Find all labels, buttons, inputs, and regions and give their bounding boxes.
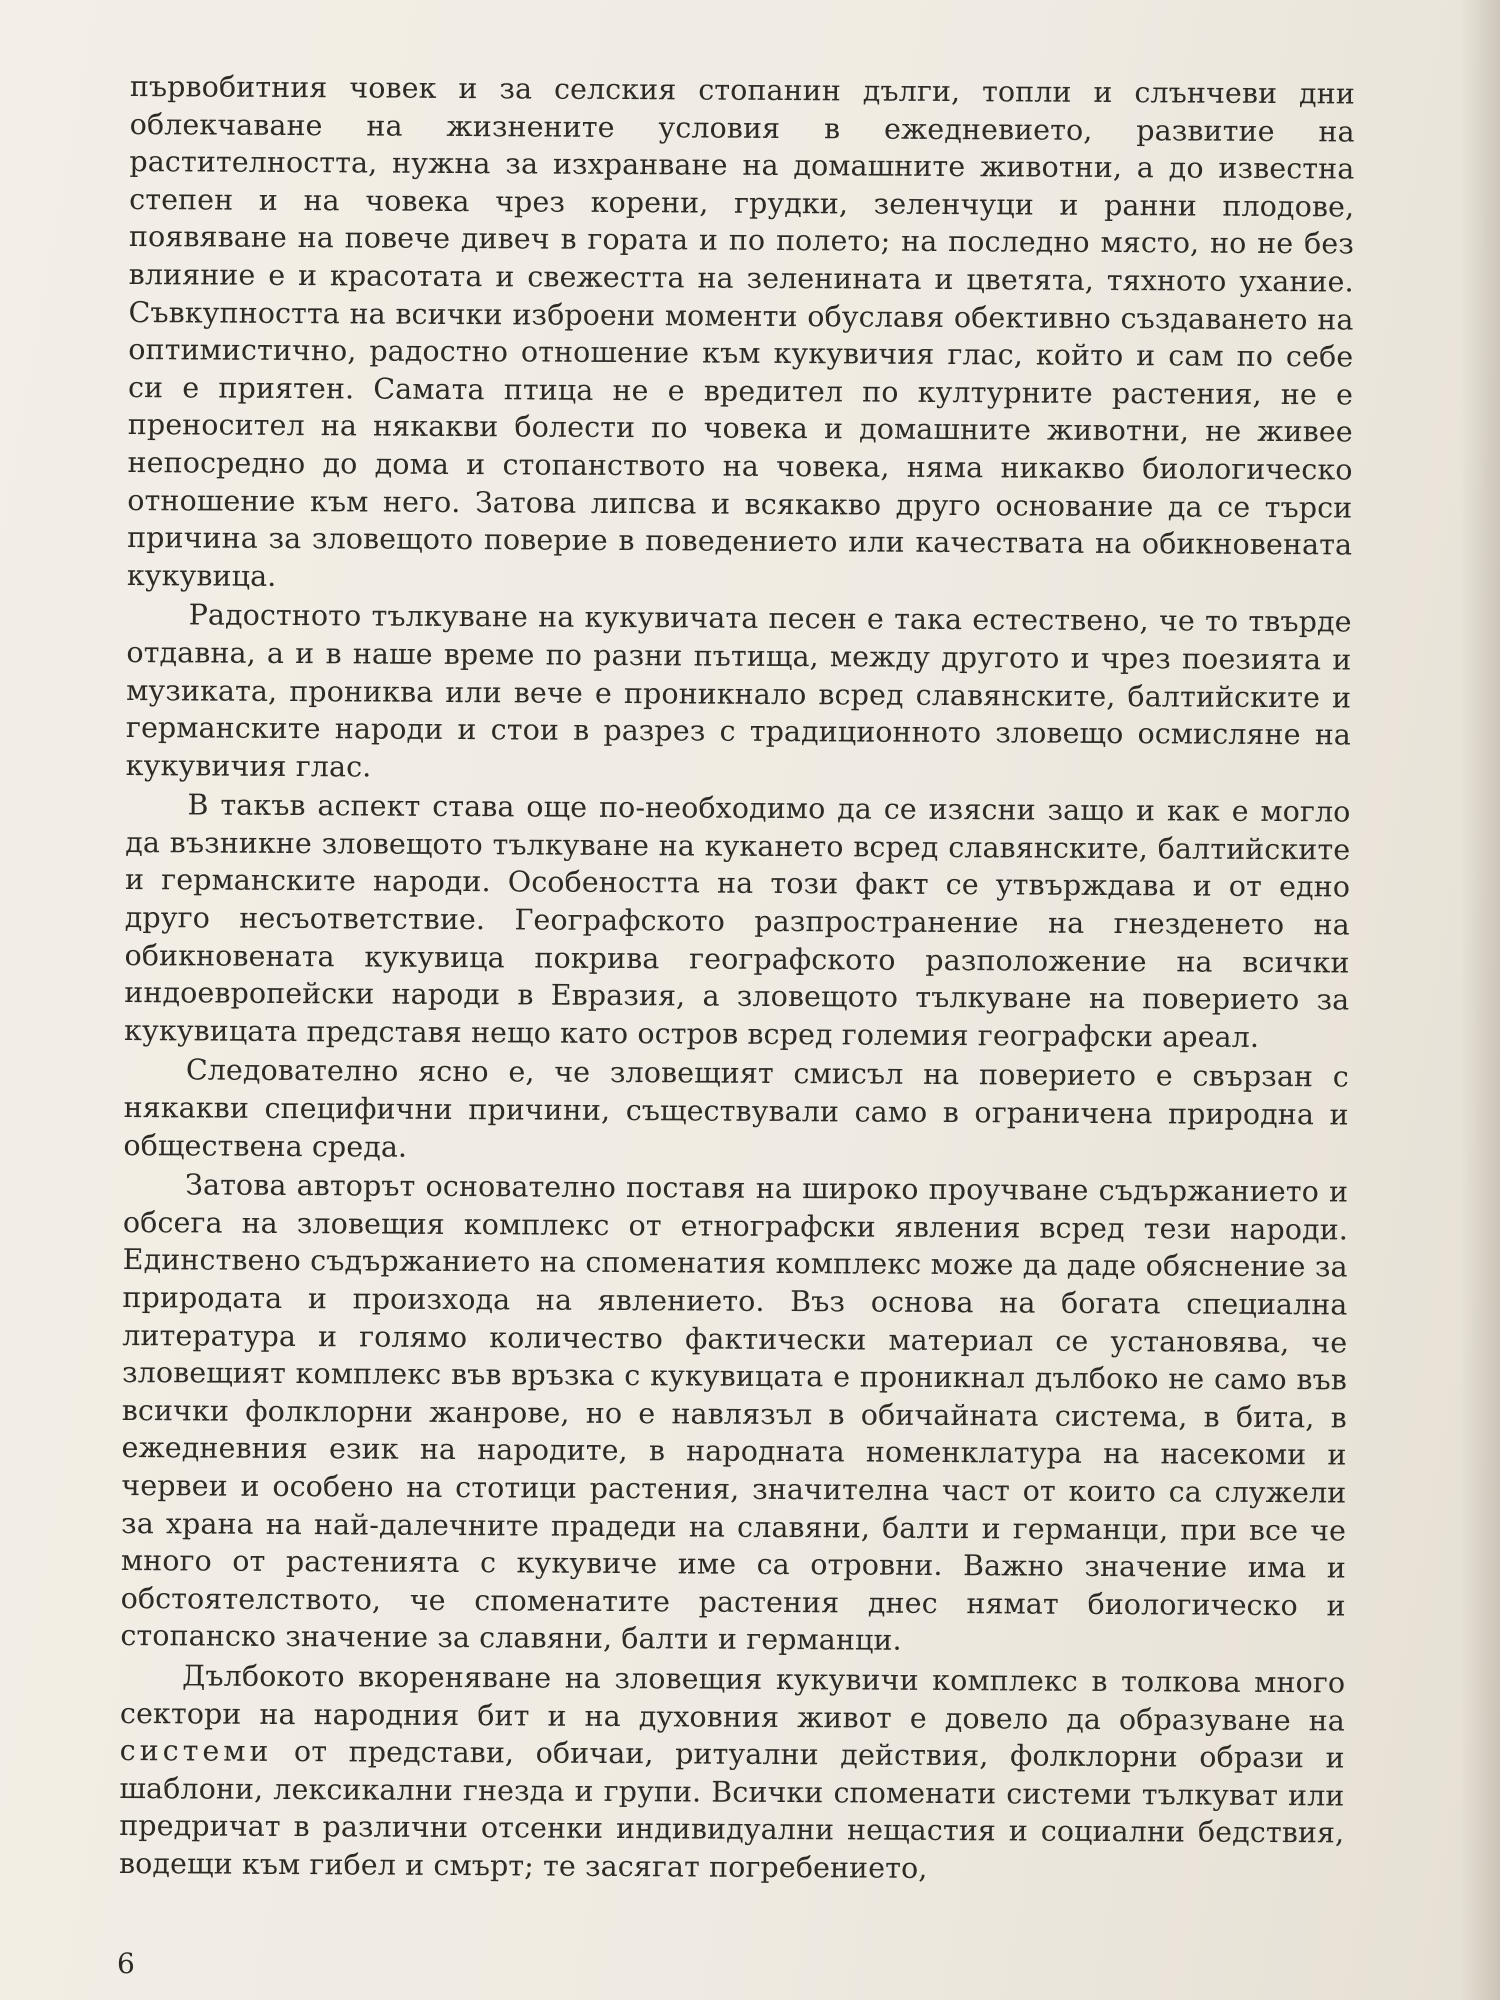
paragraph-6 (119, 1657, 1345, 1890)
paragraph-1: първобитния човек и за селския стопанин дълги, топли и слънчеви дни облекчаване на жизнените условия в ежедневието, развитие на растителността, нужна за изхранване на домашните животни, а до известна степен и на човека чрез корени, грудки, зеленчуци и ранни плодове, появяване на повече дивеч в гората и по полето; на последно място, но не без влияние е и красотата и свежестта на зеленината и цветята, тяхното ухание. Съвкупността на всички изброени моменти обуславя обективно създаването на оптимистично, радостно отношение към кукувичия глас, който и сам по себе си е приятен. Самата птица не е вредител по културните растения, не е преносител на някакви болести по човека и домашните животни, не живее непосредно до дома и стопанството на човека, няма никакво биологическо отношение към него. Затова липсва и всякакво друго основание да се търси причина за зловещото поверие в поведението или качествата на обикновената кукувица. (126, 69, 1355, 593)
page-body-text (119, 68, 1355, 1892)
paragraph-3: В такъв аспект става още по-необходимо да се изясни защо и как е могло да възникне зловещото тълкуване на куканeто всред славянските, балтийските и германските народи. Особеността на този факт се утвърждава и от едно друго несъответствие. Географското разпространение на гнезденето на обикновената кукувица покрива географското разположение на всички индоевропейски народи в Евразия, а зловещото тълкуване на поверието за кукувицата представя нещо като остров всред големия географски ареал. (124, 788, 1351, 1054)
emphasized-word: системи (119, 1734, 273, 1769)
paragraph-4: Следователно ясно е, че зловещият смисъл на поверието е свързан с някакви специфични причини, съществували само в ограничена природна и обществена среда. (123, 1053, 1349, 1164)
page-number: 6 (117, 1947, 135, 1980)
page-spine-shadow (1460, 0, 1500, 2000)
paragraph-2: Радостното тълкуване на кукувичата песен е така естествено, че то твърде отдавна, а и в наше време по разни пътища, между другото и чрез поезията и музиката, прониква или вече е проникнало всред славянските, балтийските и германските народи и стои в разрез с традиционното зловещо осмисляне на кукувичия глас. (125, 598, 1352, 784)
paragraph-6-text-end: от представи, обичаи, ритуални действия, фолклорни образи и шаблони, лексикални гнезда и групи. Всички споменати системи тълкуват или предричат в различни отсенки индивидуални нещастия и социални бедствия, водещи към гибел и смърт; те засягат погребението, (118, 1735, 1345, 1885)
paragraph-5: Затова авторът основателно поставя на широко проучване съдържанието и обсега на зловещия комплекс от етнографски явления всред тези народи. Единствено съдържанието на споменатия комплекс може да даде обяснение за природата и произхода на явлението. Въз основа на богата специална литература и голямо количество фактически материал се установява, че зловещият комплекс във връзка с кукувицата е проникнал дълбоко не само във всички фолклорни жанрове, но е навлязъл в обичайната система, в бита, в ежедневния език на народите, в народната номенклатура на насекоми и червеи и особено на стотици растения, значителна част от които са служели за храна на най-далечните прадеди на славяни, балти и германци, при все че много от растенията с кукувиче име са отровни. Важно значение има и обстоятелството, че споменатите растения днес нямат биологическо и стопанско значение за славяни, балти и германци. (120, 1168, 1349, 1658)
paragraph-6-text-start: Дълбокото вкореняване на зловещия кукувичи комплекс в толкова много сектори на народния бит и на духовния живот е довело да образуване на (119, 1659, 1346, 1737)
